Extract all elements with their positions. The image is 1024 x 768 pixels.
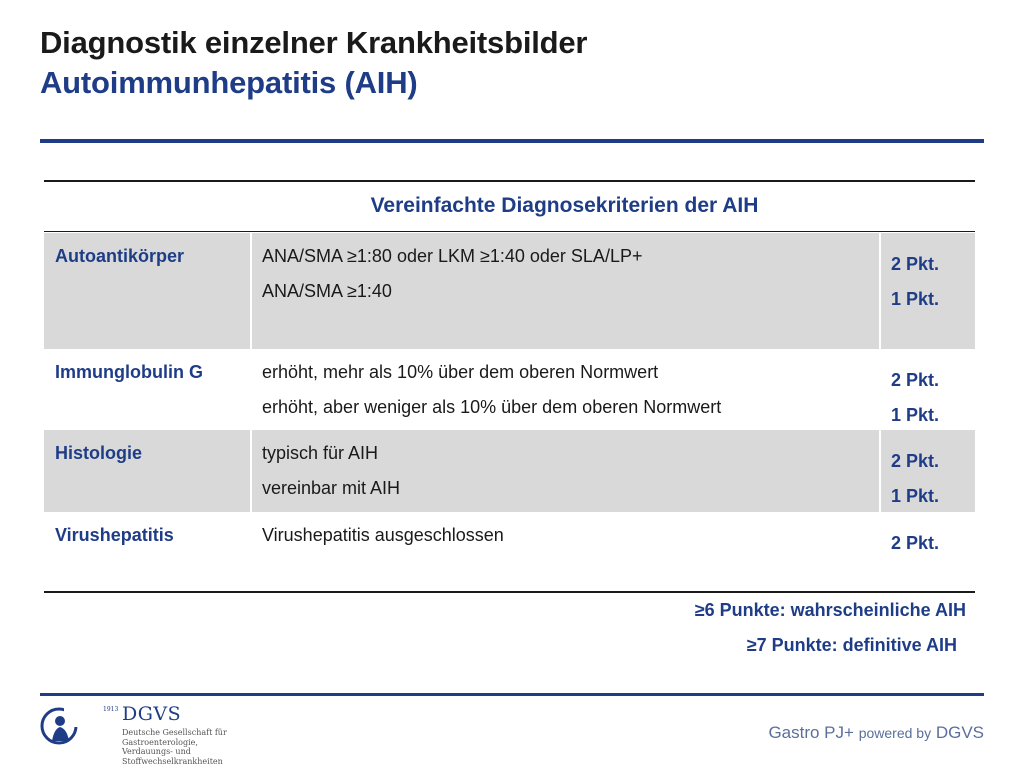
row-description-cell: [252, 349, 879, 430]
row-label-cell: [44, 512, 250, 591]
row-description-cell: [252, 512, 879, 591]
footer-brand: [768, 723, 984, 743]
points-value: 2 Pkt.: [891, 254, 940, 274]
table-row-autoantikoerper: [44, 233, 975, 349]
row-label: Histologie: [55, 443, 143, 463]
row-points-cell: [881, 233, 975, 349]
points-value: 1 Pkt.: [891, 405, 940, 425]
logo-subtitle-line: Deutsche Gesellschaft für: [122, 728, 227, 737]
summary-definite: ≥7 Punkte: definitive AIH: [746, 635, 957, 655]
table-row-virushepatitis: [44, 512, 975, 591]
row-description-cell: [252, 233, 879, 349]
table-bottom-rule: [44, 591, 975, 593]
criterion-line: ANA/SMA ≥1:40: [262, 281, 392, 301]
row-points-cell: [881, 512, 975, 591]
footer-divider: [40, 693, 984, 696]
points-value: 2 Pkt.: [891, 451, 940, 471]
points-value: 1 Pkt.: [891, 289, 940, 309]
points-value: 2 Pkt.: [891, 533, 940, 553]
footer-powered-by: powered by: [858, 725, 932, 741]
dgvs-logo: [40, 703, 227, 766]
row-label: Immunglobulin G: [55, 362, 203, 382]
logo-year: 1913: [103, 706, 119, 713]
summary-probable: ≥6 Punkte: wahrscheinliche AIH: [694, 600, 966, 620]
row-points-cell: [881, 349, 975, 430]
footer-brand-name: Gastro PJ+: [768, 723, 854, 742]
row-label: Virushepatitis: [55, 525, 174, 545]
criterion-line: Virushepatitis ausgeschlossen: [262, 525, 504, 545]
criterion-line: erhöht, mehr als 10% über dem oberen Normwert: [262, 362, 659, 382]
logo-name: DGVS: [122, 703, 182, 725]
table-header-rule: [44, 231, 975, 232]
slide-title: Diagnostik einzelner Krankheitsbilder: [40, 25, 588, 60]
logo-subtitle-line: Verdauungs- und: [122, 747, 191, 756]
row-label-cell: [44, 349, 250, 430]
row-label-cell: [44, 430, 250, 512]
criterion-line: ANA/SMA ≥1:80 oder LKM ≥1:40 oder SLA/LP+: [262, 246, 643, 266]
criterion-line: erhöht, aber weniger als 10% über dem oberen Normwert: [262, 397, 722, 417]
points-value: 2 Pkt.: [891, 370, 940, 390]
logo-subtitle: [122, 728, 227, 766]
table-row-immunglobulin: [44, 349, 975, 430]
row-description-cell: [252, 430, 879, 512]
row-points-cell: [881, 430, 975, 512]
table-row-histologie: [44, 430, 975, 512]
table-caption: Vereinfachte Diagnosekriterien der AIH: [370, 194, 759, 217]
criterion-line: typisch für AIH: [262, 443, 379, 463]
dgvs-emblem-icon: [40, 707, 78, 745]
row-label: Autoantikörper: [55, 246, 185, 266]
slide-subtitle: Autoimmunhepatitis (AIH): [40, 65, 418, 100]
header-divider: [40, 139, 984, 143]
points-value: 1 Pkt.: [891, 486, 940, 506]
table-top-rule: [44, 180, 975, 182]
criterion-line: vereinbar mit AIH: [262, 478, 401, 498]
footer-org: DGVS: [935, 723, 984, 742]
logo-subtitle-line: Gastroenterologie,: [122, 737, 198, 747]
row-label-cell: [44, 233, 250, 349]
logo-subtitle-line: Stoffwechselkrankheiten: [122, 756, 223, 766]
